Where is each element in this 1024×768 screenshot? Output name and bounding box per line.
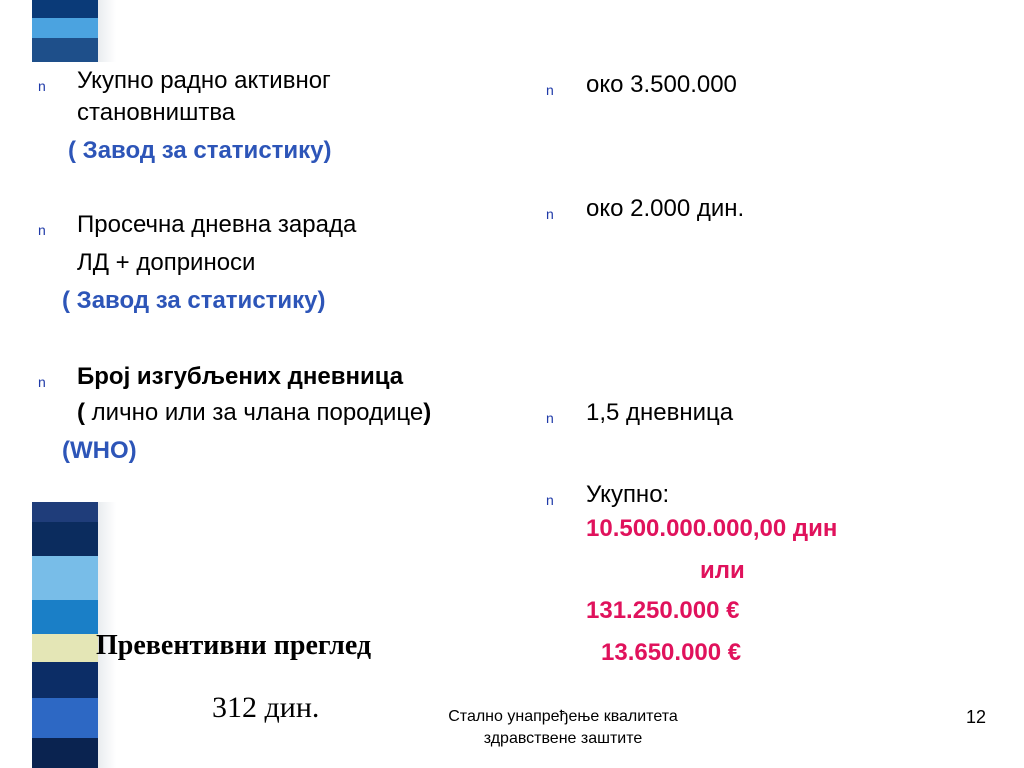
bullet-icon: n (546, 206, 554, 222)
item2-source: ( Завод за статистику) (62, 287, 326, 314)
item3-line1: Број изгубљених дневница (77, 363, 404, 390)
bullet-icon: n (38, 222, 46, 238)
bullet-icon: n (546, 82, 554, 98)
total-label: Укупно: (586, 481, 670, 508)
total-eur: 131.250.000 € (586, 597, 740, 624)
preventive-exam-price: 312 дин. (212, 691, 320, 724)
preventive-exam-title: Превентивни преглед (96, 630, 372, 661)
value-daily-wage: око 2.000 дин. (586, 195, 745, 222)
paren-open: ( (77, 399, 85, 426)
item3-source: (WHO) (62, 437, 137, 464)
footer-line1: Стално унапређење квалитета (448, 708, 678, 725)
total-eur-2: 13.650.000 € (601, 639, 742, 666)
paren-close: ) (423, 399, 432, 426)
item2-line1: Просечна дневна зарада (77, 211, 357, 238)
slide-footer (400, 706, 726, 750)
or-label: или (700, 557, 745, 584)
value-lost-days: 1,5 дневница (586, 399, 734, 426)
item1-line2: становништва (77, 99, 236, 126)
bullet-icon: n (546, 492, 554, 508)
bullet-icon: n (546, 410, 554, 426)
bullet-icon: n (38, 78, 46, 94)
item1-source: ( Завод за статистику) (68, 137, 332, 164)
page-number: 12 (966, 707, 987, 727)
footer-line2: здравствене заштите (483, 730, 643, 747)
value-active-population: око 3.500.000 (586, 71, 737, 98)
item2-line2: ЛД + доприноси (77, 249, 256, 276)
item1-line1: Укупно радно активног (77, 67, 331, 94)
item3-line2 (77, 398, 431, 428)
bullet-icon: n (38, 374, 46, 390)
item3-line2-text: лично или за члана породице (85, 399, 424, 426)
total-din: 10.500.000.000,00 дин (586, 515, 838, 542)
